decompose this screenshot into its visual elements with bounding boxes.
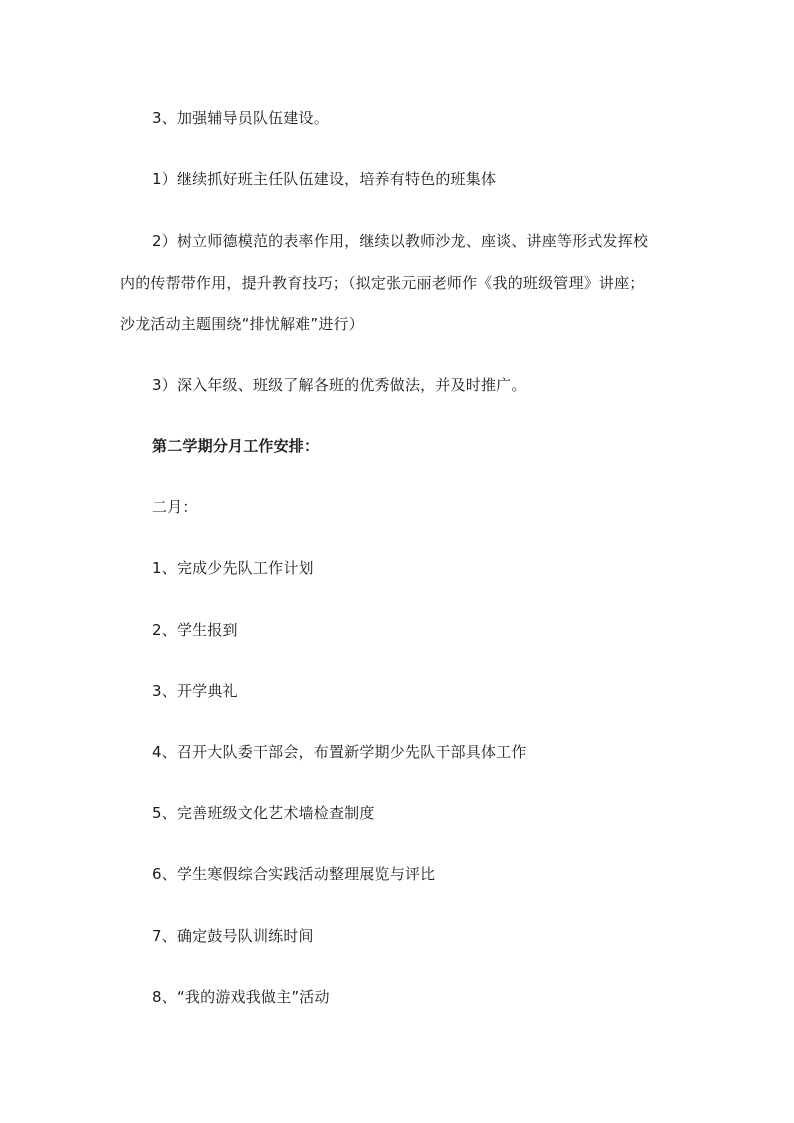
- paragraph-sub-item-2-line-2: 内的传帮带作用，提升教育技巧；（拟定张元丽老师作《我的班级管理》讲座；: [120, 274, 645, 292]
- section-heading: 第二学期分月工作安排：: [152, 437, 320, 455]
- paragraph-sub-item-3: 3）深入年级、班级了解各班的优秀做法，并及时推广。: [152, 376, 527, 394]
- list-item: 5、完善班级文化艺术墙检查制度: [152, 804, 375, 822]
- list-item: 4、召开大队委干部会，布置新学期少先队干部具体工作: [152, 743, 527, 761]
- paragraph-sub-item-1: 1）继续抓好班主任队伍建设，培养有特色的班集体: [152, 170, 497, 188]
- list-item: 7、确定鼓号队训练时间: [152, 927, 314, 945]
- paragraph-item-3: 3、加强辅导员队伍建设。: [152, 109, 329, 127]
- list-item: 2、学生报到: [152, 621, 238, 639]
- list-item: 3、开学典礼: [152, 682, 238, 700]
- list-item: 1、完成少先队工作计划: [152, 559, 314, 577]
- paragraph-sub-item-2-line-3: 沙龙活动主题围绕“排忧解难”进行）: [120, 315, 364, 333]
- paragraph-sub-item-2-line-1: 2）树立师德模范的表率作用，继续以教师沙龙、座谈、讲座等形式发挥校: [152, 232, 649, 250]
- list-item: 6、学生寒假综合实践活动整理展览与评比: [152, 865, 436, 883]
- month-heading: 二月：: [152, 498, 198, 516]
- list-item: 8、“我的游戏我做主”活动: [152, 988, 330, 1006]
